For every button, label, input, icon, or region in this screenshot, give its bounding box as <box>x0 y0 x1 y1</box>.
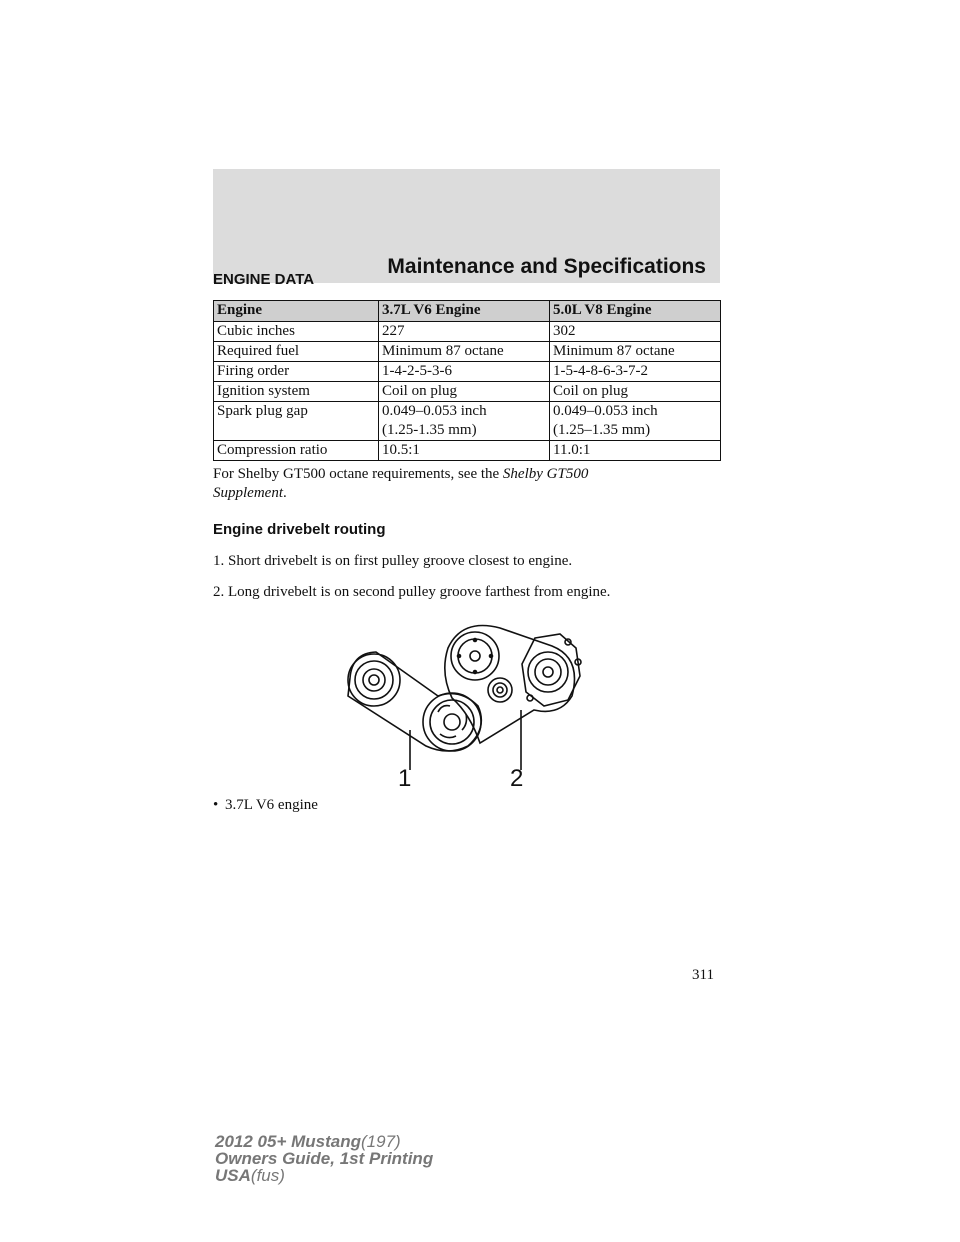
callout-1: 1 <box>398 765 412 788</box>
note-end: . <box>282 485 287 501</box>
table-cell: 302 <box>550 322 721 342</box>
footer-page-ref: (197) <box>361 1132 401 1151</box>
table-cell: Minimum 87 octane <box>379 342 550 362</box>
drivebelt-diagram <box>330 618 630 788</box>
column-header: Engine <box>214 301 379 322</box>
bullet-symbol: • <box>213 797 219 813</box>
tensioner-pulley <box>451 632 499 680</box>
footer-line-2: Owners Guide, 1st Printing <box>215 1149 434 1168</box>
bullet-text: 3.7L V6 engine <box>225 797 318 813</box>
table-cell: Minimum 87 octane <box>550 342 721 362</box>
crankshaft-pulley <box>348 654 400 706</box>
cell-line: Spark plug gap <box>217 403 308 419</box>
note-reference: Shelby GT500 <box>502 466 589 482</box>
table-row <box>214 362 721 382</box>
cell-line <box>217 421 378 440</box>
footer-market-code: (fus) <box>250 1166 285 1185</box>
footer-line-3 <box>215 1167 433 1184</box>
header-band <box>213 169 720 283</box>
table-cell: 227 <box>379 322 550 342</box>
document-footer <box>215 1133 433 1184</box>
table-cell: 10.5:1 <box>379 441 550 461</box>
table-row <box>214 402 721 441</box>
column-header: 3.7L V6 Engine <box>379 301 550 322</box>
table-cell: Coil on plug <box>550 382 721 402</box>
table-row <box>214 342 721 362</box>
table-cell: 1-5-4-8-6-3-7-2 <box>550 362 721 382</box>
table-row <box>214 441 721 461</box>
drivebelt-step-1: 1. Short drivebelt is on first pulley groove closest to engine. <box>213 553 573 569</box>
table-row <box>214 322 721 342</box>
section-title: ENGINE DATA <box>213 271 315 288</box>
page-content <box>213 270 720 815</box>
footer-line-1 <box>215 1133 433 1150</box>
page-title: Maintenance and Specifications <box>387 255 706 278</box>
cell-line: 0.049–0.053 inch <box>553 403 658 419</box>
table-cell: Ignition system <box>214 382 379 402</box>
table-header-row <box>214 301 721 322</box>
table-cell: Compression ratio <box>214 441 379 461</box>
footer-model: 2012 05+ Mustang <box>215 1132 361 1151</box>
table-cell <box>214 402 379 441</box>
note-text: For Shelby GT500 octane requirements, see the <box>213 466 503 482</box>
drivebelt-step-2: 2. Long drivebelt is on second pulley groove farthest from engine. <box>213 584 611 600</box>
table-cell: Required fuel <box>214 342 379 362</box>
drivebelt-diagram-svg <box>330 618 630 788</box>
octane-note <box>213 465 720 503</box>
footer-market: USA <box>215 1166 251 1185</box>
cell-line: 0.049–0.053 inch <box>382 403 487 419</box>
table-cell <box>379 402 550 441</box>
note-reference: Supplement <box>213 485 283 501</box>
water-pump-pulley <box>423 693 481 751</box>
column-header: 5.0L V8 Engine <box>550 301 721 322</box>
engine-data-table <box>213 300 721 461</box>
cell-line: (1.25-1.35 mm) <box>382 422 477 438</box>
callout-2: 2 <box>510 765 524 788</box>
table-cell <box>550 402 721 441</box>
bullet-item <box>213 796 720 815</box>
table-row <box>214 382 721 402</box>
table-cell: Coil on plug <box>379 382 550 402</box>
cell-line: (1.25–1.35 mm) <box>553 422 651 438</box>
page-number: 311 <box>692 967 714 983</box>
table-cell: Cubic inches <box>214 322 379 342</box>
table-cell: Firing order <box>214 362 379 382</box>
drivebelt-heading: Engine drivebelt routing <box>213 521 386 538</box>
table-cell: 1-4-2-5-3-6 <box>379 362 550 382</box>
table-cell: 11.0:1 <box>550 441 721 461</box>
idler-pulley <box>488 678 512 702</box>
